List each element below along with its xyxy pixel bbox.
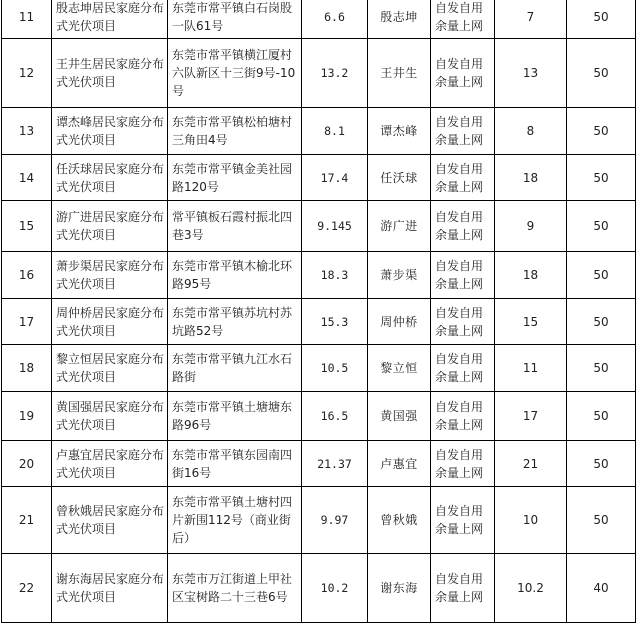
installed-capacity: 13.2 <box>302 39 368 108</box>
grid-mode: 自发自用余量上网 <box>431 108 495 155</box>
value-col-7: 7 <box>495 0 567 39</box>
value-col-7: 11 <box>495 345 567 392</box>
value-col-7: 10.2 <box>495 554 567 623</box>
value-col-8: 50 <box>567 201 636 252</box>
table-row <box>2 0 636 39</box>
project-name: 谢东海居民家庭分布式光伏项目 <box>52 554 168 623</box>
project-name: 谭杰峰居民家庭分布式光伏项目 <box>52 108 168 155</box>
project-name: 王井生居民家庭分布式光伏项目 <box>52 39 168 108</box>
installed-capacity: 15.3 <box>302 299 368 345</box>
install-address: 东莞市常平镇金美社园路120号 <box>168 155 302 201</box>
grid-mode: 自发自用余量上网 <box>431 39 495 108</box>
value-col-8: 40 <box>567 554 636 623</box>
grid-mode: 自发自用余量上网 <box>431 392 495 441</box>
install-address: 东莞市万江街道上甲社区宝树路二十三巷6号 <box>168 554 302 623</box>
project-name: 殷志坤居民家庭分布式光伏项目 <box>52 0 168 39</box>
owner-name: 曾秋娥 <box>368 487 431 554</box>
row-number: 13 <box>2 108 52 155</box>
grid-mode: 自发自用余量上网 <box>431 201 495 252</box>
row-number: 17 <box>2 299 52 345</box>
installed-capacity: 10.5 <box>302 345 368 392</box>
value-col-8: 50 <box>567 0 636 39</box>
installed-capacity: 8.1 <box>302 108 368 155</box>
row-number: 22 <box>2 554 52 623</box>
installed-capacity: 21.37 <box>302 441 368 487</box>
owner-name: 任沃球 <box>368 155 431 201</box>
value-col-7: 18 <box>495 252 567 299</box>
install-address: 东莞市常平镇松柏塘村三角田4号 <box>168 108 302 155</box>
project-name: 周仲桥居民家庭分布式光伏项目 <box>52 299 168 345</box>
installed-capacity: 18.3 <box>302 252 368 299</box>
installed-capacity: 10.2 <box>302 554 368 623</box>
installed-capacity: 16.5 <box>302 392 368 441</box>
pv-project-table <box>1 0 636 623</box>
grid-mode: 自发自用余量上网 <box>431 441 495 487</box>
row-number: 19 <box>2 392 52 441</box>
owner-name: 谭杰峰 <box>368 108 431 155</box>
value-col-8: 50 <box>567 392 636 441</box>
owner-name: 殷志坤 <box>368 0 431 39</box>
value-col-7: 15 <box>495 299 567 345</box>
install-address: 东莞市常平镇土塘塘东路96号 <box>168 392 302 441</box>
owner-name: 游广进 <box>368 201 431 252</box>
installed-capacity: 6.6 <box>302 0 368 39</box>
row-number: 21 <box>2 487 52 554</box>
install-address: 东莞市常平镇九江水石路街 <box>168 345 302 392</box>
value-col-8: 50 <box>567 155 636 201</box>
project-name: 黎立恒居民家庭分布式光伏项目 <box>52 345 168 392</box>
table-row <box>2 252 636 299</box>
installed-capacity: 17.4 <box>302 155 368 201</box>
table-row <box>2 39 636 108</box>
value-col-7: 18 <box>495 155 567 201</box>
table-row <box>2 441 636 487</box>
value-col-7: 9 <box>495 201 567 252</box>
value-col-7: 10 <box>495 487 567 554</box>
grid-mode: 自发自用余量上网 <box>431 487 495 554</box>
value-col-8: 50 <box>567 441 636 487</box>
installed-capacity: 9.97 <box>302 487 368 554</box>
table-row <box>2 554 636 623</box>
owner-name: 卢惠宜 <box>368 441 431 487</box>
value-col-8: 50 <box>567 108 636 155</box>
table-row <box>2 201 636 252</box>
owner-name: 黄国强 <box>368 392 431 441</box>
grid-mode: 自发自用余量上网 <box>431 0 495 39</box>
owner-name: 黎立恒 <box>368 345 431 392</box>
table-row <box>2 155 636 201</box>
grid-mode: 自发自用余量上网 <box>431 252 495 299</box>
install-address: 东莞市常平镇土塘村四片新围112号（商业街后） <box>168 487 302 554</box>
install-address: 常平镇板石霞村振北四巷3号 <box>168 201 302 252</box>
row-number: 14 <box>2 155 52 201</box>
install-address: 东莞市常平镇横江厦村六队新区十三街9号-10号 <box>168 39 302 108</box>
row-number: 20 <box>2 441 52 487</box>
value-col-8: 50 <box>567 252 636 299</box>
installed-capacity: 9.145 <box>302 201 368 252</box>
table-row <box>2 299 636 345</box>
project-name: 萧步渠居民家庭分布式光伏项目 <box>52 252 168 299</box>
row-number: 11 <box>2 0 52 39</box>
value-col-8: 50 <box>567 345 636 392</box>
value-col-8: 50 <box>567 39 636 108</box>
install-address: 东莞市常平镇东园南四街16号 <box>168 441 302 487</box>
project-name: 曾秋娥居民家庭分布式光伏项目 <box>52 487 168 554</box>
project-name: 黄国强居民家庭分布式光伏项目 <box>52 392 168 441</box>
row-number: 18 <box>2 345 52 392</box>
table-body <box>2 0 636 623</box>
owner-name: 周仲桥 <box>368 299 431 345</box>
value-col-7: 8 <box>495 108 567 155</box>
install-address: 东莞市常平镇木榆北环路95号 <box>168 252 302 299</box>
project-name: 任沃球居民家庭分布式光伏项目 <box>52 155 168 201</box>
grid-mode: 自发自用余量上网 <box>431 299 495 345</box>
project-name: 卢惠宜居民家庭分布式光伏项目 <box>52 441 168 487</box>
value-col-7: 21 <box>495 441 567 487</box>
value-col-8: 50 <box>567 487 636 554</box>
owner-name: 王井生 <box>368 39 431 108</box>
grid-mode: 自发自用余量上网 <box>431 155 495 201</box>
row-number: 15 <box>2 201 52 252</box>
table-row <box>2 345 636 392</box>
row-number: 16 <box>2 252 52 299</box>
row-number: 12 <box>2 39 52 108</box>
value-col-7: 13 <box>495 39 567 108</box>
install-address: 东莞市常平镇苏坑村苏坑路52号 <box>168 299 302 345</box>
owner-name: 谢东海 <box>368 554 431 623</box>
install-address: 东莞市常平镇白石岗股一队61号 <box>168 0 302 39</box>
table-row <box>2 392 636 441</box>
value-col-7: 17 <box>495 392 567 441</box>
table-row <box>2 487 636 554</box>
grid-mode: 自发自用余量上网 <box>431 554 495 623</box>
owner-name: 萧步渠 <box>368 252 431 299</box>
grid-mode: 自发自用余量上网 <box>431 345 495 392</box>
value-col-8: 50 <box>567 299 636 345</box>
table-row <box>2 108 636 155</box>
project-name: 游广进居民家庭分布式光伏项目 <box>52 201 168 252</box>
